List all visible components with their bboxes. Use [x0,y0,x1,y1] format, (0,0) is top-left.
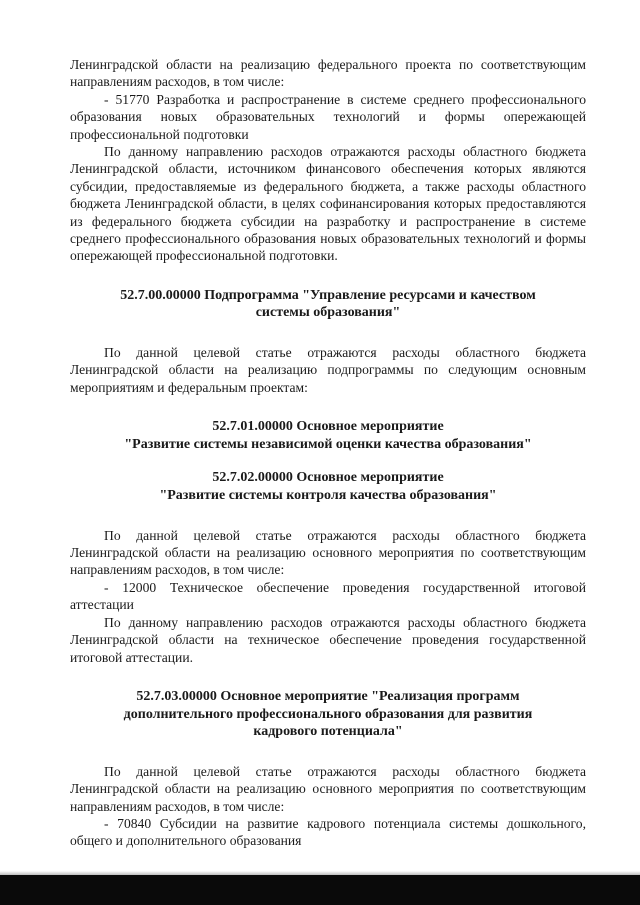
paragraph: По данной целевой статье отражаются расходы областного бюджета Ленинградской области на реализацию основного мероприятия по соответствующим направлениям расходов, в том числе: [70,763,586,814]
heading-line: 52.7.03.00000 Основное мероприятие "Реализация программ [136,688,520,704]
paragraph: По данному направлению расходов отражаются расходы областного бюджета Ленинградской области, источником финансового обеспечения которых являются субсидии, предоставляемые из федерального бюджета, а также расходы областного бюджета Ленинградской области, в целях софинансирования которых предоставляются из федерального бюджета субсидии на разработку и распространение в системе среднего профессионального образования новых образовательных технологий и формы опережающей профессиональной подготовки. [70,144,586,264]
document-body [70,56,586,850]
heading-line: "Развитие системы независимой оценки качества образования" [124,436,532,452]
list-item: - 70840 Субсидии на развитие кадрового потенциала системы дошкольного, общего и дополнительного образования [70,815,586,849]
paragraph: По данному направлению расходов отражаются расходы областного бюджета Ленинградской области на техническое обеспечение проведения государственной итоговой аттестации. [70,614,586,665]
heading-line: дополнительного профессионального образования для развития [123,706,533,722]
heading-line: кадрового потенциала" [253,724,403,740]
section-heading [70,287,586,322]
heading-line: 52.7.02.00000 Основное мероприятие [212,470,444,486]
section-heading [70,418,586,453]
heading-line: 52.7.00.00000 Подпрограмма "Управление ресурсами и качеством [120,287,536,303]
section-heading [70,688,586,741]
paragraph: Ленинградской области на реализацию федерального проекта по соответствующим направлениям расходов, в том числе: [70,57,586,90]
section-heading [70,469,586,504]
heading-line: 52.7.01.00000 Основное мероприятие [212,419,444,435]
list-item: - 51770 Разработка и распространение в системе среднего профессионального образования новых образовательных технологий и формы опережающей профессиональной подготовки [70,91,586,142]
scan-border [0,875,640,905]
paragraph: По данной целевой статье отражаются расходы областного бюджета Ленинградской области на реализацию основного мероприятия по соответствующим направлениям расходов, в том числе: [70,527,586,578]
paragraph: По данной целевой статье отражаются расходы областного бюджета Ленинградской области на реализацию подпрограммы по следующим основным мероприятиям и федеральным проектам: [70,345,586,395]
list-item: - 12000 Техническое обеспечение проведения государственной итоговой аттестации [70,579,586,613]
heading-line: "Развитие системы контроля качества образования" [159,488,497,504]
heading-line: системы образования" [255,305,401,321]
